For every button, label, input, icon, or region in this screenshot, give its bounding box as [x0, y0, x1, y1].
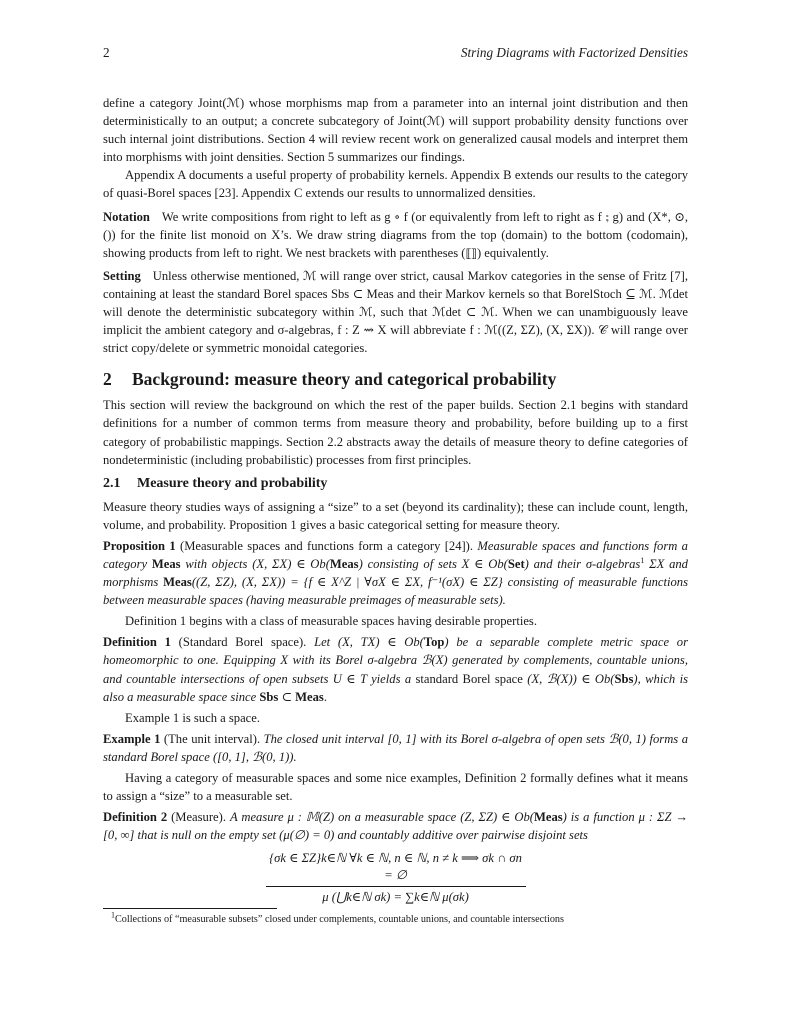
section-title: Background: measure theory and categorical probability — [132, 369, 557, 390]
subsection-number: 2.1 — [103, 475, 121, 491]
definition-text: ) is a function μ : ΣZ → [0, ∞] that is null on the empty set (μ(∅) = 0) and countably additive over pairwise disjoint sets — [103, 810, 689, 843]
proposition-1 — [103, 537, 688, 609]
section-heading — [103, 368, 688, 390]
punctuation: . — [323, 689, 327, 704]
meas-term: Meas — [533, 810, 563, 825]
transition-to-ex1: Example 1 is such a space. — [125, 710, 260, 725]
footnote-text: Collections of “measurable subsets” closed under complements, countable unions, and countable intersections — [115, 914, 564, 926]
proposition-text: ) and their σ-algebras — [524, 556, 641, 571]
proposition-text: ΣX and morphisms — [103, 556, 688, 590]
example-1 — [103, 730, 688, 766]
defined-term: standard Borel space — [415, 671, 523, 686]
notation-text: We write compositions from right to left as g ∘ f (or equivalently from left to right as f ⨟ g) and (X*, ⊙, ()) for the finite list monoid on X’s. We draw string diagrams from the top (domain) to the bottom (codomain), showing products from left to right. We nest brackets with parentheses (⟦⟧) equivalently. — [103, 209, 688, 260]
sbs-term: Sbs — [614, 671, 634, 686]
transition-to-def2: Having a category of measurable spaces and some nice examples, Definition 2 formally defines what it means to assign a “size” to a measurable set. — [103, 771, 688, 804]
definition-text: ) be a separable complete metric space or homeomorphic to one. Equipping X with its Borel σ-algebra ℬ(X) generated by complements, countable unions, and countable intersections of open subsets U ∈ T yields a — [103, 635, 689, 686]
definition-text: Let (X, TX) ∈ Ob( — [314, 635, 424, 650]
proposition-note: (Measurable spaces and functions form a category [24]). — [180, 538, 474, 553]
meas-term: Meas — [329, 556, 359, 571]
section-number: 2 — [103, 369, 112, 390]
notation-paragraph — [103, 208, 688, 262]
countable-additivity-rule — [266, 850, 526, 906]
subset-symbol: ⊂ — [281, 689, 292, 704]
top-term: Top — [423, 635, 445, 650]
definition-text: (X, ℬ(X)) ∈ Ob( — [527, 671, 615, 686]
page-number: 2 — [103, 45, 110, 60]
definition-note: (Standard Borel space). — [178, 635, 307, 650]
proposition-text: with objects (X, ΣX) ∈ Ob( — [185, 556, 330, 571]
intro-paragraph-2: Appendix A documents a useful property of probability kernels. Appendix B extends our results to the category of quasi-Borel spaces [23]. Appendix C extends our results to unnormalized densities. — [103, 168, 688, 201]
notation-label: Notation — [103, 209, 150, 224]
rule-conclusion: μ (⋃k∈ℕ σk) = ∑k∈ℕ μ(σk) — [322, 890, 469, 905]
setting-paragraph — [103, 267, 688, 357]
definition-note: (Measure). — [171, 810, 226, 825]
definition-text: A measure μ : 𝕄(Z) on a measurable space (Z, ΣZ) ∈ Ob( — [229, 810, 534, 825]
running-title: String Diagrams with Factorized Densities — [460, 45, 688, 60]
example-text: The closed unit interval [0, 1] with its Borel σ-algebra of open sets ℬ(0, 1) forms a standard Borel space ([0, 1], ℬ(0, 1)). — [103, 731, 689, 764]
meas-term: Meas — [151, 556, 181, 571]
definition-2 — [103, 808, 688, 844]
meas-term: Meas — [295, 689, 324, 704]
footnote-rule — [103, 908, 277, 909]
page-body — [103, 94, 688, 926]
footnote-mark: 1 — [111, 910, 115, 920]
setting-label: Setting — [103, 268, 141, 283]
example-label: Example 1 — [103, 731, 161, 746]
proposition-label: Proposition 1 — [103, 538, 176, 553]
definition-label: Definition 1 — [103, 635, 171, 650]
meas-term: Meas — [163, 575, 192, 590]
proposition-text: ((Z, ΣZ), (X, ΣX)) = {f ∈ X^Z | ∀σX ∈ ΣX, f⁻¹(σX) ∈ ΣZ} consisting of measurable functions between measurable spaces (having measurable preimages of measurable sets). — [103, 575, 688, 608]
section-intro: This section will review the background on which the rest of the paper builds. Section 2.1 begins with standard definitions for a number of common terms from measure theory and probability, before building up to a first category of probabilistic mappings. Section 2.2 abstracts away the details of measure theory to define categories of nondeterministic (including probabilistic) processes from first principles. — [103, 398, 688, 467]
intro-paragraph-1: define a category Joint(ℳ) whose morphisms map from a parameter into an internal joint distribution and then deterministically to an output; a concrete subcategory of Joint(ℳ) will support probability density functions over such internal joint distributions. Section 4 will review recent work on generalized causal models and interpret them into morphisms with joint densities. Section 5 summarizes our findings. — [103, 96, 688, 165]
page-header — [103, 45, 688, 63]
rule-premise: {σk ∈ ΣZ}k∈ℕ ∀k ∈ ℕ, n ∈ ℕ, n ≠ k ⟹ σk ∩ σn = ∅ — [266, 850, 526, 887]
transition-to-def1: Definition 1 begins with a class of measurable spaces having desirable properties. — [125, 614, 537, 629]
footnote-ref: 1 — [640, 555, 645, 565]
subsection-intro: Measure theory studies ways of assigning a “size” to a set (beyond its cardinality); these can include count, length, volume, and probability. Proposition 1 gives a basic categorical setting for measure theory. — [103, 499, 688, 532]
example-note: (The unit interval). — [163, 731, 261, 746]
sbs-term: Sbs — [259, 689, 279, 704]
subsection-heading — [103, 475, 688, 493]
setting-text: Unless otherwise mentioned, ℳ will range over strict, causal Markov categories in the sense of Fritz [7], containing at least the standard Borel spaces Sbs ⊂ Meas and their Markov kernels so that BorelStoch ⊆ ℳ. ℳdet will denote the deterministic subcategory within ℳ, such that ℳdet ⊂ ℳ. When we can unambiguously leave implicit the ambient category and σ-algebras, f : Z ⇝ X will abbreviate f : ℳ((Z, ΣZ), (X, ΣX)). 𝒞 will range over strict copy/delete or symmetric monoidal categories. — [103, 268, 688, 356]
set-term: Set — [507, 556, 525, 571]
proposition-text: ) consisting of sets X ∈ Ob( — [358, 556, 508, 571]
definition-text: ), which is also a measurable space since — [103, 671, 688, 704]
footnote — [103, 910, 688, 926]
proposition-text: Measurable spaces and functions form a category — [103, 538, 688, 571]
definition-label: Definition 2 — [103, 810, 168, 825]
definition-1 — [103, 633, 688, 705]
subsection-title: Measure theory and probability — [137, 475, 328, 491]
